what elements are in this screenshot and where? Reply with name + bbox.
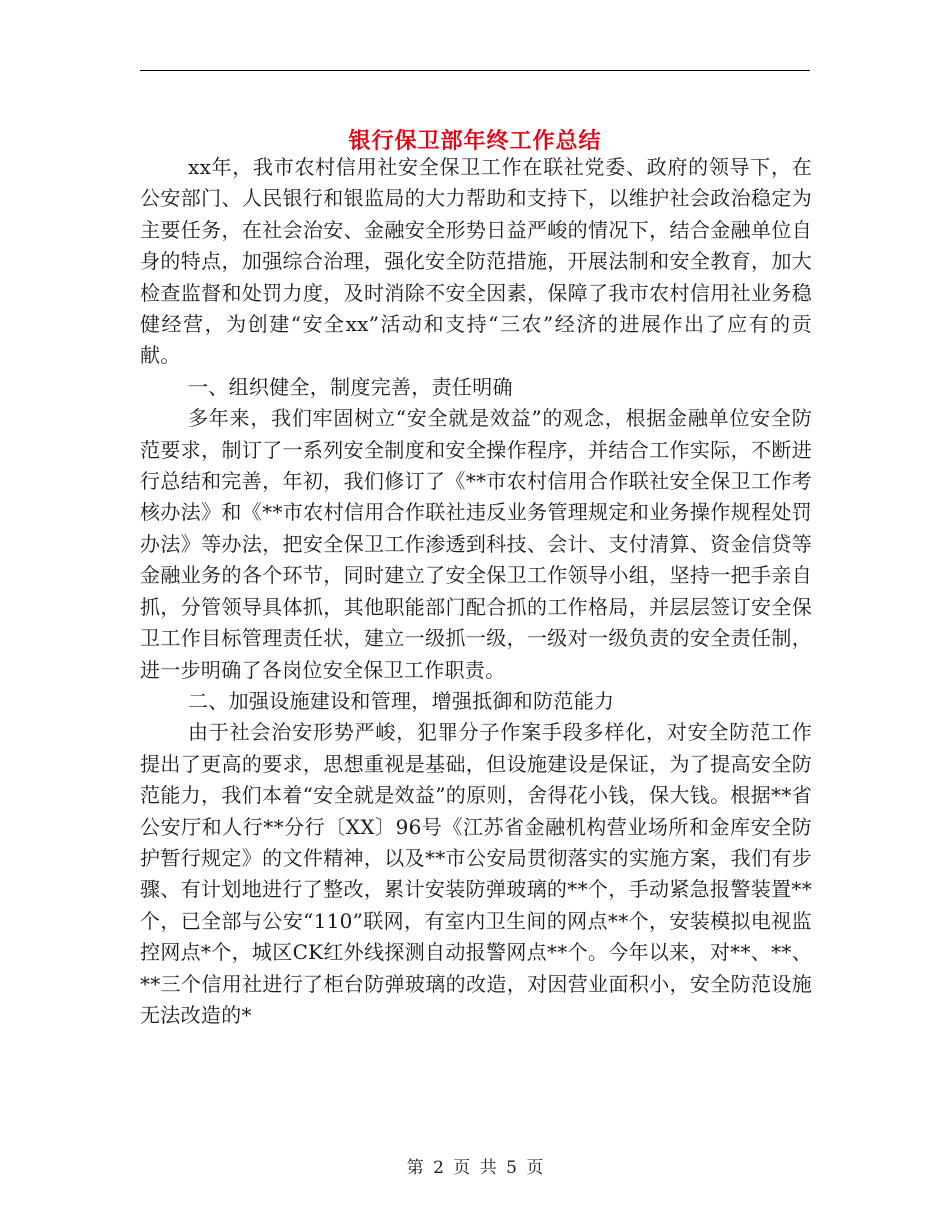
section-heading-2: 二、加强设施建设和管理，增强抵御和防范能力 bbox=[188, 688, 615, 713]
document-title: 银行保卫部年终工作总结 bbox=[348, 127, 602, 154]
header-rule bbox=[140, 70, 810, 71]
document-body bbox=[140, 152, 812, 1031]
paragraph-section-2: 由于社会治安形势严峻，犯罪分子作案手段多样化，对安全防范工作提出了更高的要求，思想重视是基础，但设施建设是保证，为了提高安全防范能力，我们本着“安全就是效益”的原则，舍得花小钱，保大钱。根据**省公安厅和人行**分行〔XX〕96号《江苏省金融机构营业场所和金库安全防护暂行规定》的文件精神，以及**市公安局贯彻落实的实施方案，我们有步骤、有计划地进行了整改，累计安装防弹玻璃的**个，手动紧急报警装置**个，已全部与公安“110”联网，有室内卫生间的网点**个，安装模拟电视监控网点*个，城区CK红外线探测自动报警网点**个。今年以来，对**、**、**三个信用社进行了柜台防弹玻璃的改造，对因营业面积小，安全防范设施无法改造的* bbox=[140, 720, 812, 1027]
page-number: 第 2 页 共 5 页 bbox=[406, 1158, 544, 1178]
section-heading-1: 一、组织健全，制度完善，责任明确 bbox=[188, 374, 513, 399]
paragraph-section-1: 多年来，我们牢固树立“安全就是效益”的观念，根据金融单位安全防范要求，制订了一系列安全制度和安全操作程序，并结合工作实际，不断进行总结和完善，年初，我们修订了《**市农村信用合作联社安全保卫工作考核办法》和《**市农村信用合作联社违反业务管理规定和业务操作规程处罚办法》等办法，把安全保卫工作渗透到科技、会计、支付清算、资金信贷等金融业务的各个环节，同时建立了安全保卫工作领导小组，坚持一把手亲自抓，分管领导具体抓，其他职能部门配合抓的工作格局，并层层签订安全保卫工作目标管理责任状，建立一级抓一级，一级对一级负责的安全责任制，进一步明确了各岗位安全保卫工作职责。 bbox=[140, 406, 812, 682]
paragraph-intro: xx年，我市农村信用社安全保卫工作在联社党委、政府的领导下，在公安部门、人民银行和银监局的大力帮助和支持下，以维护社会政治稳定为主要任务，在社会治安、金融安全形势日益严峻的情况下，结合金融单位自身的特点，加强综合治理，强化安全防范措施，开展法制和安全教育，加大检查监督和处罚力度，及时消除不安全因素，保障了我市农村信用社业务稳健经营，为创建“安全xx”活动和支持“三农”经济的进展作出了应有的贡献。 bbox=[140, 155, 812, 368]
